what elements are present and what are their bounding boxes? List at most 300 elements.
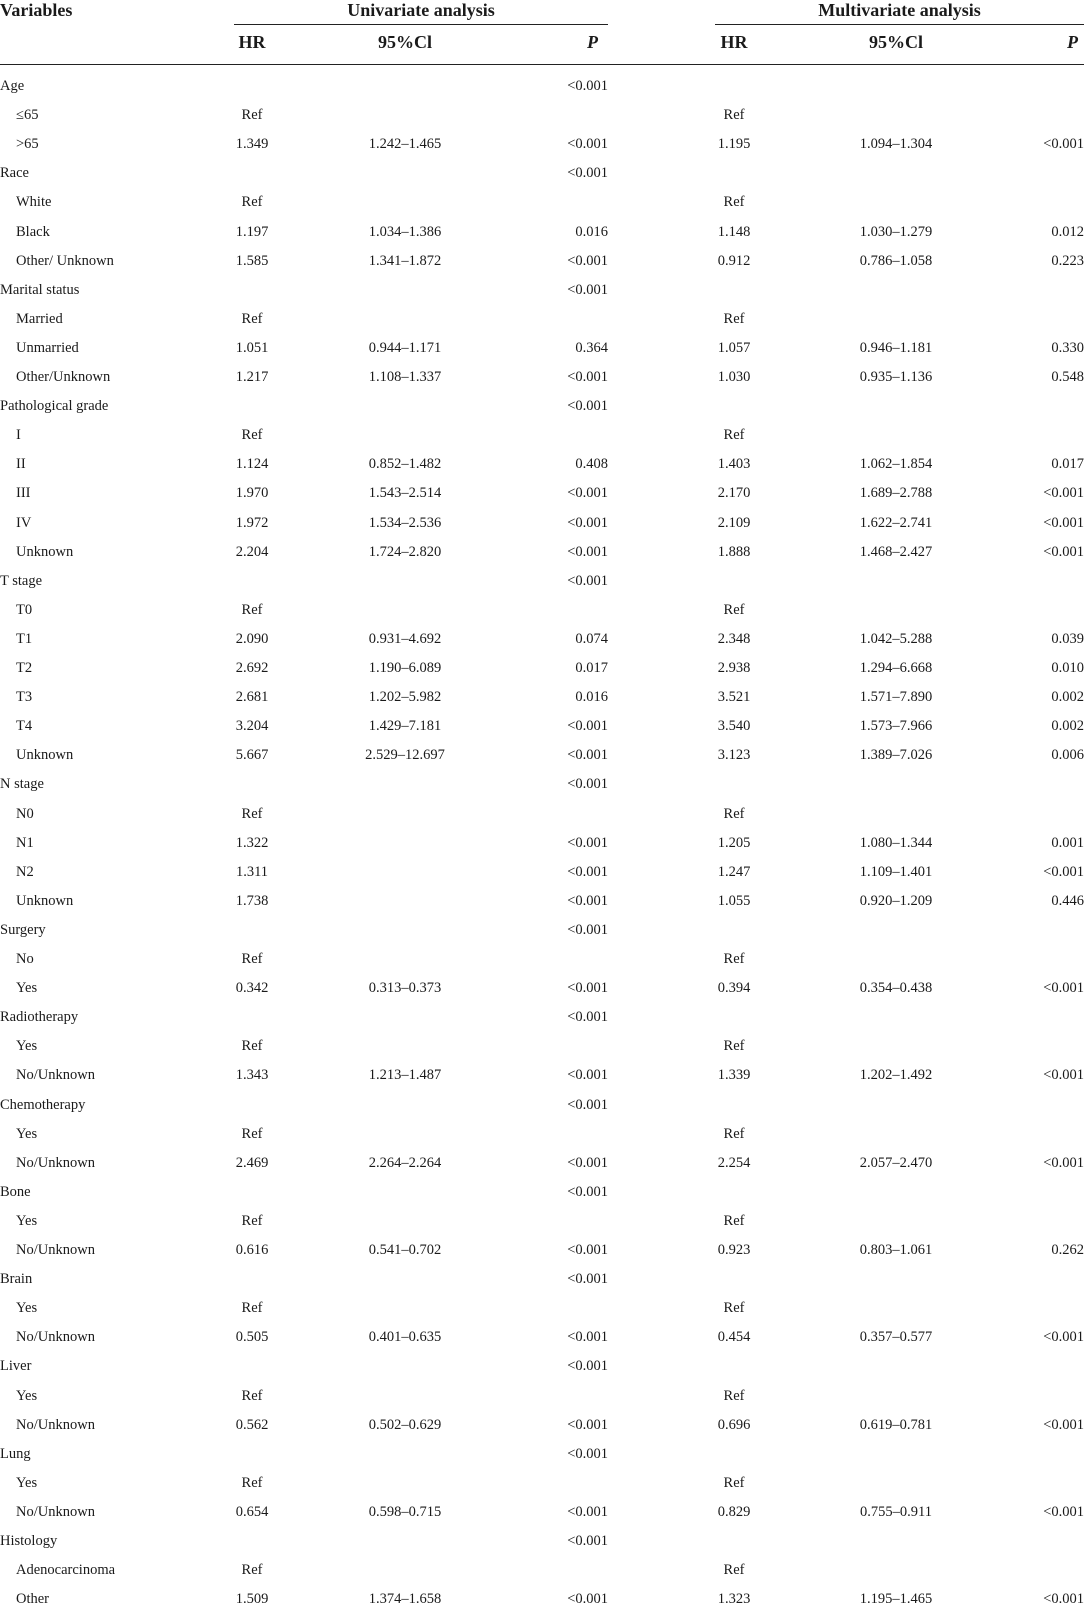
table-row — [0, 421, 1084, 450]
ci-univariate-cell: 0.852–1.482 — [368, 456, 442, 473]
category-label: N0 — [16, 805, 34, 822]
category-label: Other/Unknown — [16, 369, 111, 385]
ci-multivariate-cell: 0.755–0.911 — [860, 1503, 932, 1520]
p-univariate-cell: <0.001 — [567, 78, 608, 94]
variable-label: Radiotherapy — [0, 1009, 79, 1026]
hr-univariate-cell: Ref — [241, 805, 263, 822]
hr-multivariate-cell: Ref — [723, 1300, 745, 1317]
ci-univariate-cell: 0.541–0.702 — [368, 1242, 442, 1258]
hr-univariate-cell: 1.349 — [235, 136, 269, 153]
p-univariate-cell: 0.408 — [575, 456, 608, 473]
hr-univariate-cell: Ref — [241, 951, 263, 967]
hr-univariate-cell: 1.972 — [235, 514, 269, 531]
variable-group-row — [0, 916, 1084, 945]
hr-univariate-cell: 0.562 — [235, 1416, 269, 1433]
hr-multivariate-cell: 1.148 — [717, 223, 751, 240]
ci-univariate-cell: 1.341–1.872 — [368, 252, 442, 269]
p-multivariate-cell: <0.001 — [1043, 543, 1084, 560]
category-label: T2 — [16, 660, 33, 676]
ci-col-multivariate: 95%Cl — [869, 32, 923, 52]
variable-group-row — [0, 72, 1084, 101]
variable-label: T stage — [0, 572, 43, 589]
hr-univariate-cell: Ref — [241, 1562, 263, 1579]
ci-univariate-cell: 0.401–0.635 — [368, 1329, 442, 1346]
p-multivariate-cell: 0.017 — [1051, 456, 1084, 473]
table-row — [0, 1469, 1084, 1498]
hr-multivariate-cell: 1.055 — [717, 892, 751, 909]
hr-univariate-cell: 2.681 — [235, 689, 269, 706]
category-label: IV — [16, 514, 32, 531]
variable-label: Histology — [0, 1533, 58, 1549]
table-row — [0, 218, 1084, 247]
hr-univariate-cell: 2.204 — [235, 543, 269, 560]
hr-multivariate-cell: 2.109 — [717, 514, 751, 531]
ci-multivariate-cell: 0.920–1.209 — [859, 892, 933, 909]
p-univariate-cell: <0.001 — [567, 747, 608, 764]
ci-multivariate-cell: 1.042–5.288 — [859, 630, 933, 647]
ci-multivariate-cell: 0.935–1.136 — [859, 369, 933, 385]
variable-label: Liver — [0, 1358, 32, 1375]
table-row — [0, 188, 1084, 217]
hr-multivariate-cell: Ref — [723, 1387, 745, 1404]
hr-multivariate-cell: 1.323 — [717, 1591, 751, 1608]
table-row — [0, 1207, 1084, 1236]
hr-multivariate-cell: 1.057 — [717, 339, 751, 356]
hr-multivariate-cell: Ref — [723, 1474, 745, 1491]
variable-label: Bone — [0, 1183, 31, 1200]
hr-univariate-cell: Ref — [241, 1125, 263, 1142]
p-univariate-cell: 0.364 — [575, 339, 608, 356]
table-row — [0, 1382, 1084, 1411]
p-multivariate-cell: 0.006 — [1051, 747, 1084, 764]
hr-multivariate-cell: 1.030 — [717, 369, 751, 385]
p-univariate-cell: <0.001 — [567, 980, 608, 997]
category-label: T1 — [16, 630, 33, 647]
variable-group-row — [0, 770, 1084, 799]
ci-multivariate-cell: 1.571–7.890 — [859, 689, 933, 706]
p-multivariate-cell: <0.001 — [1043, 1591, 1084, 1608]
ci-univariate-cell: 1.374–1.658 — [368, 1591, 442, 1608]
ci-multivariate-cell: 0.803–1.061 — [859, 1242, 933, 1258]
variable-label: Lung — [0, 1445, 31, 1462]
variable-label: Surgery — [0, 921, 46, 938]
variable-label: Pathological grade — [0, 398, 109, 415]
ci-multivariate-cell: 0.946–1.181 — [859, 339, 933, 356]
category-label: No/Unknown — [16, 1242, 95, 1258]
p-multivariate-cell: <0.001 — [1043, 980, 1084, 997]
p-univariate-cell: <0.001 — [567, 1329, 608, 1346]
p-multivariate-cell: <0.001 — [1043, 136, 1084, 153]
category-label: No/Unknown — [16, 1416, 95, 1433]
univariate-heading: Univariate analysis — [347, 0, 495, 20]
hr-univariate-cell: Ref — [241, 194, 263, 211]
table-row — [0, 363, 1084, 392]
hr-multivariate-cell: 1.403 — [717, 456, 751, 473]
ci-multivariate-cell: 1.062–1.854 — [859, 456, 933, 473]
ci-univariate-cell: 1.534–2.536 — [368, 514, 442, 531]
table-row — [0, 1323, 1084, 1352]
variable-label: Marital status — [0, 281, 80, 298]
hr-multivariate-cell: 0.394 — [717, 980, 751, 997]
table-row — [0, 1032, 1084, 1061]
p-multivariate-cell: 0.262 — [1051, 1242, 1084, 1258]
category-label: T0 — [16, 601, 33, 618]
hr-multivariate-cell: Ref — [723, 310, 745, 327]
hr-multivariate-cell: Ref — [723, 805, 745, 822]
ci-multivariate-cell: 1.622–2.741 — [859, 514, 933, 531]
hr-univariate-cell: 1.970 — [235, 485, 269, 502]
hr-univariate-cell: Ref — [241, 1387, 263, 1404]
p-multivariate-cell: <0.001 — [1043, 1503, 1084, 1520]
hr-col-univariate: HR — [238, 32, 266, 52]
p-multivariate-cell: 0.012 — [1051, 223, 1084, 240]
hr-multivariate-cell: 0.923 — [717, 1242, 751, 1258]
hr-univariate-cell: 1.738 — [235, 892, 269, 909]
ci-univariate-cell: 1.242–1.465 — [368, 136, 442, 153]
p-univariate-cell: <0.001 — [567, 485, 608, 502]
category-label: No/Unknown — [16, 1329, 95, 1346]
table-row — [0, 625, 1084, 654]
category-label: Yes — [16, 1212, 38, 1229]
p-univariate-cell: <0.001 — [567, 834, 608, 851]
p-univariate-cell: <0.001 — [567, 1271, 608, 1288]
table-row — [0, 800, 1084, 829]
ci-univariate-cell: 2.264–2.264 — [368, 1154, 442, 1171]
category-label: III — [16, 485, 31, 502]
hr-univariate-cell: Ref — [241, 427, 263, 444]
p-col-multivariate: P — [1067, 32, 1078, 52]
hr-multivariate-cell: Ref — [723, 427, 745, 444]
p-univariate-cell: <0.001 — [567, 1503, 608, 1520]
category-label: Unknown — [16, 892, 74, 909]
variable-label: Brain — [0, 1271, 33, 1288]
hr-univariate-cell: Ref — [241, 107, 263, 124]
hr-multivariate-cell: Ref — [723, 1125, 745, 1142]
variable-label: Chemotherapy — [0, 1096, 86, 1113]
table-row — [0, 974, 1084, 1003]
hr-univariate-cell: Ref — [241, 310, 263, 327]
p-univariate-cell: <0.001 — [567, 863, 608, 880]
table-row — [0, 509, 1084, 538]
p-univariate-cell: <0.001 — [567, 1096, 608, 1113]
category-label: T4 — [16, 718, 33, 735]
hr-multivariate-cell: Ref — [723, 1212, 745, 1229]
table-row — [0, 130, 1084, 159]
p-multivariate-cell: <0.001 — [1043, 485, 1084, 502]
p-multivariate-cell: <0.001 — [1043, 1329, 1084, 1346]
ci-multivariate-cell: 0.619–0.781 — [859, 1416, 933, 1433]
p-univariate-cell: 0.016 — [575, 223, 608, 240]
p-univariate-cell: <0.001 — [567, 1154, 608, 1171]
ci-univariate-cell: 2.529–12.697 — [365, 747, 445, 764]
p-multivariate-cell: 0.330 — [1051, 339, 1084, 356]
ci-multivariate-cell: 1.389–7.026 — [859, 747, 933, 764]
p-univariate-cell: <0.001 — [567, 1009, 608, 1026]
ci-multivariate-cell: 1.689–2.788 — [859, 485, 933, 502]
variable-group-row — [0, 276, 1084, 305]
p-univariate-cell: <0.001 — [567, 1591, 608, 1608]
variables-heading: Variables — [0, 0, 73, 20]
table-row — [0, 334, 1084, 363]
hr-univariate-cell: Ref — [241, 601, 263, 618]
table-row — [0, 1061, 1084, 1090]
hr-multivariate-cell: 1.195 — [717, 136, 751, 153]
hr-univariate-cell: Ref — [241, 1474, 263, 1491]
hr-multivariate-cell: 1.888 — [717, 543, 751, 560]
table-row — [0, 712, 1084, 741]
ci-multivariate-cell: 1.195–1.465 — [859, 1591, 933, 1608]
p-univariate-cell: <0.001 — [567, 398, 608, 415]
p-univariate-cell: <0.001 — [567, 718, 608, 735]
table-row — [0, 305, 1084, 334]
multivariate-underline — [715, 24, 1084, 25]
hr-univariate-cell: 0.654 — [235, 1503, 269, 1520]
p-univariate-cell: <0.001 — [567, 1533, 608, 1549]
category-label: Yes — [16, 1387, 38, 1404]
category-label: No — [16, 951, 34, 967]
hr-col-multivariate: HR — [720, 32, 748, 52]
ci-multivariate-cell: 1.294–6.668 — [859, 660, 933, 676]
ci-univariate-cell: 0.502–0.629 — [368, 1416, 442, 1433]
p-multivariate-cell: 0.001 — [1051, 834, 1084, 851]
hr-univariate-cell: Ref — [241, 1300, 263, 1317]
hr-univariate-cell: 0.342 — [235, 980, 269, 997]
hr-univariate-cell: 0.505 — [235, 1329, 269, 1346]
hr-univariate-cell: 1.509 — [235, 1591, 269, 1608]
category-label: Yes — [16, 1125, 38, 1142]
table-row — [0, 450, 1084, 479]
variable-group-row — [0, 1527, 1084, 1556]
hr-multivariate-cell: 3.521 — [717, 689, 751, 706]
p-univariate-cell: <0.001 — [567, 1416, 608, 1433]
ci-univariate-cell: 1.108–1.337 — [368, 369, 442, 385]
p-univariate-cell: 0.016 — [575, 689, 608, 706]
multivariate-heading: Multivariate analysis — [818, 0, 981, 20]
category-label: Other/ Unknown — [16, 252, 114, 269]
hr-univariate-cell: 2.692 — [235, 660, 269, 676]
table-row — [0, 829, 1084, 858]
hr-multivariate-cell: Ref — [723, 951, 745, 967]
p-multivariate-cell: 0.548 — [1051, 369, 1084, 385]
table-row — [0, 858, 1084, 887]
variable-group-row — [0, 567, 1084, 596]
ci-univariate-cell: 1.429–7.181 — [368, 718, 442, 735]
hr-multivariate-cell: Ref — [723, 194, 745, 211]
p-univariate-cell: <0.001 — [567, 1067, 608, 1084]
hr-multivariate-cell: 1.339 — [717, 1067, 751, 1084]
table-row — [0, 887, 1084, 916]
table-row — [0, 1585, 1084, 1614]
category-label: Married — [16, 310, 63, 327]
table-row — [0, 596, 1084, 625]
variable-group-row — [0, 1352, 1084, 1381]
hr-multivariate-cell: 1.205 — [717, 834, 751, 851]
p-multivariate-cell: <0.001 — [1043, 1067, 1084, 1084]
category-label: White — [16, 194, 52, 211]
p-univariate-cell: <0.001 — [567, 543, 608, 560]
hr-univariate-cell: 1.343 — [235, 1067, 269, 1084]
hr-multivariate-cell: 2.348 — [717, 630, 751, 647]
ci-univariate-cell: 0.944–1.171 — [368, 339, 442, 356]
header-bottom-rule — [0, 64, 1084, 65]
table-row — [0, 1294, 1084, 1323]
category-label: II — [16, 456, 26, 473]
category-label: I — [16, 427, 21, 444]
hr-multivariate-cell: 2.938 — [717, 660, 751, 676]
table-row — [0, 1556, 1084, 1585]
p-univariate-cell: <0.001 — [567, 514, 608, 531]
ci-multivariate-cell: 1.468–2.427 — [859, 543, 933, 560]
ci-multivariate-cell: 1.573–7.966 — [859, 718, 933, 735]
hr-univariate-cell: 1.311 — [235, 863, 269, 880]
p-univariate-cell: <0.001 — [567, 572, 608, 589]
ci-univariate-cell: 0.931–4.692 — [368, 630, 442, 647]
ci-multivariate-cell: 1.202–1.492 — [859, 1067, 933, 1084]
p-multivariate-cell: <0.001 — [1043, 514, 1084, 531]
ci-univariate-cell: 1.543–2.514 — [368, 485, 442, 502]
p-multivariate-cell: 0.446 — [1051, 892, 1084, 909]
table-row — [0, 538, 1084, 567]
table-row — [0, 1120, 1084, 1149]
ci-col-univariate: 95%Cl — [378, 32, 432, 52]
variable-group-row — [0, 1091, 1084, 1120]
p-univariate-cell: <0.001 — [567, 369, 608, 385]
category-label: Yes — [16, 1300, 38, 1317]
p-univariate-cell: <0.001 — [567, 892, 608, 909]
category-label: Unmarried — [16, 339, 79, 356]
p-univariate-cell: <0.001 — [567, 1183, 608, 1200]
variable-group-row — [0, 159, 1084, 188]
category-label: ≤65 — [16, 107, 39, 124]
p-multivariate-cell: 0.223 — [1051, 252, 1084, 269]
p-univariate-cell: <0.001 — [567, 252, 608, 269]
hr-univariate-cell: 5.667 — [235, 747, 269, 764]
category-label: Unknown — [16, 747, 74, 764]
ci-multivariate-cell: 1.109–1.401 — [859, 863, 933, 880]
hr-multivariate-cell: 1.247 — [717, 863, 751, 880]
category-label: Other — [16, 1591, 50, 1608]
category-label: >65 — [16, 136, 39, 153]
p-multivariate-cell: <0.001 — [1043, 863, 1084, 880]
table-row — [0, 479, 1084, 508]
hr-multivariate-cell: Ref — [723, 107, 745, 124]
p-univariate-cell: <0.001 — [567, 776, 608, 793]
p-univariate-cell: <0.001 — [567, 165, 608, 182]
hr-multivariate-cell: 3.123 — [717, 747, 751, 764]
category-label: Yes — [16, 980, 38, 997]
p-univariate-cell: <0.001 — [567, 1445, 608, 1462]
category-label: Unknown — [16, 543, 74, 560]
table-row — [0, 101, 1084, 130]
ci-univariate-cell: 1.034–1.386 — [368, 223, 442, 240]
table-row — [0, 683, 1084, 712]
ci-multivariate-cell: 0.357–0.577 — [859, 1329, 933, 1346]
variable-label: N stage — [0, 776, 44, 793]
hr-univariate-cell: 1.197 — [235, 223, 269, 240]
variable-label: Age — [0, 78, 25, 94]
ci-univariate-cell: 0.313–0.373 — [368, 980, 442, 997]
hr-multivariate-cell: 0.454 — [717, 1329, 751, 1346]
ci-univariate-cell: 1.213–1.487 — [368, 1067, 442, 1084]
table-row — [0, 1498, 1084, 1527]
category-label: Adenocarcinoma — [16, 1562, 116, 1579]
category-label: Yes — [16, 1038, 38, 1055]
category-label: N2 — [16, 863, 34, 880]
category-label: N1 — [16, 834, 34, 851]
hr-multivariate-cell: 2.254 — [717, 1154, 751, 1171]
hr-univariate-cell: 1.217 — [235, 369, 269, 385]
variable-group-row — [0, 1178, 1084, 1207]
category-label: T3 — [16, 689, 33, 706]
p-univariate-cell: 0.017 — [575, 660, 608, 676]
ci-univariate-cell: 1.202–5.982 — [368, 689, 442, 706]
ci-multivariate-cell: 1.030–1.279 — [859, 223, 933, 240]
table-row — [0, 654, 1084, 683]
hr-univariate-cell: 2.090 — [235, 630, 269, 647]
ci-univariate-cell: 1.724–2.820 — [368, 543, 442, 560]
hr-multivariate-cell: Ref — [723, 601, 745, 618]
hr-univariate-cell: Ref — [241, 1038, 263, 1055]
table-row — [0, 247, 1084, 276]
p-multivariate-cell: <0.001 — [1043, 1154, 1084, 1171]
univariate-underline — [234, 24, 608, 25]
ci-multivariate-cell: 2.057–2.470 — [859, 1154, 933, 1171]
category-label: No/Unknown — [16, 1503, 95, 1520]
p-multivariate-cell: 0.010 — [1051, 660, 1084, 676]
p-multivariate-cell: 0.039 — [1051, 630, 1084, 647]
variable-group-row — [0, 1440, 1084, 1469]
category-label: Yes — [16, 1474, 38, 1491]
p-multivariate-cell: 0.002 — [1051, 718, 1084, 735]
p-univariate-cell: <0.001 — [567, 921, 608, 938]
hr-univariate-cell: 1.322 — [235, 834, 269, 851]
variable-group-row — [0, 1265, 1084, 1294]
hr-multivariate-cell: 0.912 — [717, 252, 751, 269]
p-col-univariate: P — [587, 32, 598, 52]
category-label: No/Unknown — [16, 1154, 95, 1171]
p-univariate-cell: <0.001 — [567, 281, 608, 298]
hr-multivariate-cell: Ref — [723, 1562, 745, 1579]
hr-univariate-cell: 0.616 — [235, 1242, 269, 1258]
ci-univariate-cell: 0.598–0.715 — [368, 1503, 442, 1520]
hr-univariate-cell: 2.469 — [235, 1154, 269, 1171]
variable-group-row — [0, 392, 1084, 421]
p-univariate-cell: <0.001 — [567, 1242, 608, 1258]
p-multivariate-cell: <0.001 — [1043, 1416, 1084, 1433]
hr-multivariate-cell: 2.170 — [717, 485, 751, 502]
hr-univariate-cell: Ref — [241, 1212, 263, 1229]
ci-multivariate-cell: 0.354–0.438 — [859, 980, 933, 997]
hr-multivariate-cell: 3.540 — [717, 718, 751, 735]
variable-label: Race — [0, 165, 29, 182]
hr-multivariate-cell: 0.696 — [717, 1416, 751, 1433]
ci-multivariate-cell: 1.080–1.344 — [859, 834, 933, 851]
table-row — [0, 945, 1084, 974]
p-univariate-cell: <0.001 — [567, 136, 608, 153]
hr-univariate-cell: 1.051 — [235, 339, 269, 356]
hr-multivariate-cell: Ref — [723, 1038, 745, 1055]
ci-univariate-cell: 1.190–6.089 — [368, 660, 442, 676]
hr-univariate-cell: 1.124 — [235, 456, 269, 473]
hr-univariate-cell: 1.585 — [235, 252, 269, 269]
p-univariate-cell: <0.001 — [567, 1358, 608, 1375]
category-label: No/Unknown — [16, 1067, 95, 1084]
table-row — [0, 741, 1084, 770]
variable-group-row — [0, 1003, 1084, 1032]
category-label: Black — [16, 223, 50, 240]
p-univariate-cell: 0.074 — [575, 630, 608, 647]
ci-multivariate-cell: 0.786–1.058 — [859, 252, 933, 269]
